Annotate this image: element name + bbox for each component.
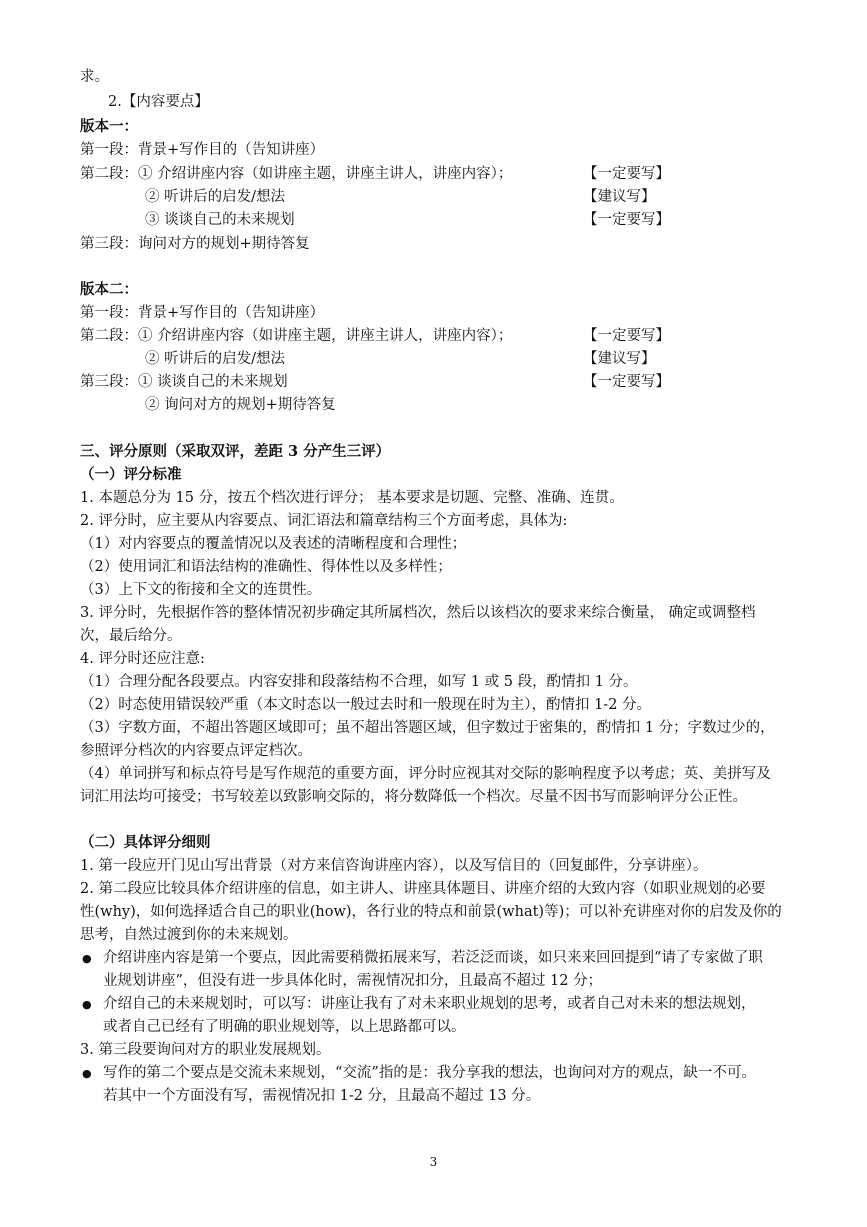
text-line: 性(why)，如何选择适合自己的职业(how)，各行业的特点和前景(what)等)；可以补充讲座对你的启发及你的 — [80, 904, 782, 920]
text-line: （3）字数方面，不超出答题区域即可；虽不超出答题区域，但字数过于密集的，酌情扣 1 分；字数过少的， — [80, 720, 775, 736]
text-line: 参照评分档次的内容要点评定档次。 — [80, 743, 312, 759]
section-heading: 三、评分原则（采取双评，差距 3 分产生三评） — [80, 443, 391, 460]
text-line: ③ 谈谈自己的未来规划 — [145, 212, 295, 228]
text-line: 第一段：背景+写作目的（告知讲座） — [80, 305, 325, 321]
text-line: 思考，自然过渡到你的未来规划。 — [80, 927, 298, 943]
bullet-text: 业规划讲座”，但没有进一步具体化时，需视情况扣分，且最高不超过 12 分； — [103, 973, 603, 989]
text-line: （2）使用词汇和语法结构的准确性、得体性以及多样性； — [80, 559, 452, 575]
text-line: 第二段：① 介绍讲座内容（如讲座主题，讲座主讲人，讲座内容）； — [80, 328, 513, 344]
section-heading: 2.【内容要点】 — [108, 94, 209, 110]
text-line: 第一段：背景+写作目的（告知讲座） — [80, 142, 325, 158]
text-line: 第三段：询问对方的规划+期待答复 — [80, 236, 310, 252]
suggest-write-tag: 【建议写】 — [583, 189, 656, 205]
text-line: （2）时态使用错误较严重（本文时态以一般过去时和一般现在时为主），酌情扣 1-2 分。 — [80, 697, 652, 713]
text-line: ② 听讲后的启发/想法 — [145, 189, 285, 205]
bullet-icon: ● — [82, 998, 92, 1011]
page-number: 3 — [429, 1155, 438, 1169]
text-line: 次，最后给分。 — [80, 628, 182, 644]
bullet-text: 或者自己已经有了明确的职业规划等，以上思路都可以。 — [103, 1019, 466, 1035]
bullet-text: 介绍讲座内容是第一个要点，因此需要稍微拓展来写，若泛泛而谈，如只来来回回提到“请了专家做了职 — [103, 950, 763, 966]
text-line: 1. 本题总分为 15 分，按五个档次进行评分； 基本要求是切题、完整、准确、连贯。 — [80, 490, 624, 506]
must-write-tag: 【一定要写】 — [583, 212, 670, 228]
must-write-tag: 【一定要写】 — [583, 328, 670, 344]
text-line: ② 询问对方的规划+期待答复 — [145, 397, 336, 413]
bullet-text: 写作的第二个要点是交流未来规划，“交流”指的是：我分享我的想法，也询问对方的观点，缺一不可。 — [103, 1065, 756, 1081]
text-line: （1）对内容要点的覆盖情况以及表述的清晰程度和合理性； — [80, 536, 467, 552]
text-line: 第三段：① 谈谈自己的未来规划 — [80, 374, 288, 390]
text-line: 3. 第三段要询问对方的职业发展规划。 — [80, 1042, 331, 1058]
text-line: （1）合理分配各段要点。内容安排和段落结构不合理，如写 1 或 5 段，酌情扣 1 分。 — [80, 674, 638, 690]
must-write-tag: 【一定要写】 — [583, 374, 670, 390]
must-write-tag: 【一定要写】 — [583, 166, 670, 182]
text-line: 2. 第二段应比较具体介绍讲座的信息，如主讲人、讲座具体题目、讲座介绍的大致内容（如职业规划的必要 — [80, 881, 766, 897]
version-heading: 版本二： — [80, 281, 138, 298]
subsection-heading: （二）具体评分细则 — [80, 834, 211, 851]
text-line: 2. 评分时，应主要从内容要点、词汇语法和篇章结构三个方面考虑，具体为: — [80, 513, 568, 529]
bullet-icon: ● — [82, 1067, 92, 1080]
subsection-heading: （一）评分标准 — [80, 466, 182, 483]
suggest-write-tag: 【建议写】 — [583, 351, 656, 367]
text-line: （3）上下文的衔接和全文的连贯性。 — [80, 582, 322, 598]
text-line: 词汇用法均可接受；书写较差以致影响交际的，将分数降低一个档次。尽量不因书写而影响评分公正性。 — [80, 789, 747, 805]
text-line: 第二段：① 介绍讲座内容（如讲座主题，讲座主讲人，讲座内容）； — [80, 166, 513, 182]
bullet-text: 若其中一个方面没有写，需视情况扣 1-2 分，且最高不超过 13 分。 — [103, 1088, 541, 1104]
text-line: 求。 — [80, 69, 109, 85]
text-line: （4）单词拼写和标点符号是写作规范的重要方面，评分时应视其对交际的影响程度予以考虑；英、美拼写及 — [80, 766, 771, 782]
text-line: 4. 评分时还应注意: — [80, 651, 205, 667]
bullet-icon: ● — [82, 952, 92, 965]
version-heading: 版本一： — [80, 118, 138, 135]
text-line: 1. 第一段应开门见山写出背景（对方来信咨询讲座内容），以及写信目的（回复邮件，分享讲座）。 — [80, 858, 708, 874]
bullet-text: 介绍自己的未来规划时，可以写：讲座让我有了对未来职业规划的思考，或者自己对未来的想法规划， — [103, 996, 756, 1012]
text-line: ② 听讲后的启发/想法 — [145, 351, 285, 367]
text-line: 3. 评分时，先根据作答的整体情况初步确定其所属档次，然后以该档次的要求来综合衡量， 确定或调整档 — [80, 605, 756, 621]
